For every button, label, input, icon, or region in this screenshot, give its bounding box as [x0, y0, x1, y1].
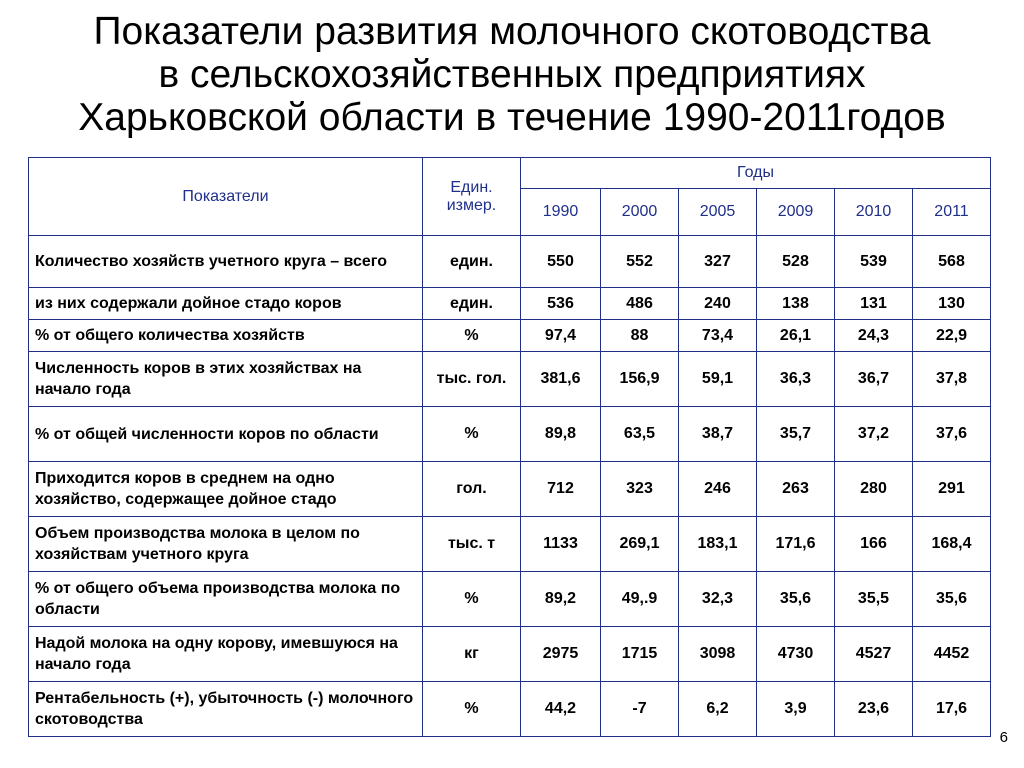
row-value: 36,7: [835, 352, 913, 407]
page-number: 6: [999, 729, 1008, 746]
row-label: % от общего количества хозяйств: [29, 320, 423, 352]
title-line-3: Харьковской области в течение 1990-2011годов: [78, 96, 946, 139]
row-value: 36,3: [757, 352, 835, 407]
row-value: 280: [835, 462, 913, 517]
row-value: 44,2: [521, 682, 601, 737]
row-value: 568: [913, 236, 991, 288]
row-value: 539: [835, 236, 913, 288]
row-value: 49,.9: [601, 572, 679, 627]
row-unit: %: [423, 572, 521, 627]
header-years: Годы: [521, 158, 991, 189]
year-header: 1990: [521, 189, 601, 236]
row-value: 38,7: [679, 407, 757, 462]
title-line-2: в сельскохозяйственных предприятиях: [158, 53, 866, 96]
row-value: 381,6: [521, 352, 601, 407]
row-value: 131: [835, 288, 913, 320]
row-unit: %: [423, 320, 521, 352]
row-value: 24,3: [835, 320, 913, 352]
table-row: [29, 320, 991, 352]
row-value: 35,5: [835, 572, 913, 627]
row-value: 536: [521, 288, 601, 320]
row-value: 291: [913, 462, 991, 517]
table-row: [29, 352, 991, 407]
table-row: [29, 236, 991, 288]
row-value: 73,4: [679, 320, 757, 352]
row-value: 1133: [521, 517, 601, 572]
table-row: [29, 462, 991, 517]
row-value: 183,1: [679, 517, 757, 572]
year-header: 2011: [913, 189, 991, 236]
row-label: из них содержали дойное стадо коров: [29, 288, 423, 320]
header-unit: [423, 158, 521, 236]
row-value: 327: [679, 236, 757, 288]
row-value: 26,1: [757, 320, 835, 352]
row-value: 63,5: [601, 407, 679, 462]
row-label: % от общей численности коров по области: [29, 407, 423, 462]
title-line-1: Показатели развития молочного скотоводства: [93, 10, 931, 53]
row-value: 168,4: [913, 517, 991, 572]
row-value: 88: [601, 320, 679, 352]
row-value: 552: [601, 236, 679, 288]
row-unit: тыс. т: [423, 517, 521, 572]
row-value: 37,8: [913, 352, 991, 407]
row-value: 166: [835, 517, 913, 572]
row-value: 240: [679, 288, 757, 320]
row-value: 89,8: [521, 407, 601, 462]
header-indicators: Показатели: [29, 158, 423, 236]
row-label: % от общего объема производства молока по области: [29, 572, 423, 627]
table-body: [29, 236, 991, 737]
row-label: Численность коров в этих хозяйствах на начало года: [29, 352, 423, 407]
row-value: 4730: [757, 627, 835, 682]
row-value: 550: [521, 236, 601, 288]
year-header: 2010: [835, 189, 913, 236]
row-value: 486: [601, 288, 679, 320]
row-value: 138: [757, 288, 835, 320]
row-value: 89,2: [521, 572, 601, 627]
header-unit-line1: Един.: [450, 178, 493, 196]
row-value: 23,6: [835, 682, 913, 737]
row-value: 32,3: [679, 572, 757, 627]
header-unit-line2: измер.: [446, 196, 497, 214]
row-value: -7: [601, 682, 679, 737]
row-value: 263: [757, 462, 835, 517]
row-value: 17,6: [913, 682, 991, 737]
row-label: Объем производства молока в целом по хозяйствам учетного круга: [29, 517, 423, 572]
table-row: [29, 572, 991, 627]
row-value: 37,6: [913, 407, 991, 462]
row-unit: %: [423, 407, 521, 462]
row-value: 269,1: [601, 517, 679, 572]
row-label: Приходится коров в среднем на одно хозяйство, содержащее дойное стадо: [29, 462, 423, 517]
row-value: 59,1: [679, 352, 757, 407]
row-unit: гол.: [423, 462, 521, 517]
table-row: [29, 627, 991, 682]
row-value: 156,9: [601, 352, 679, 407]
row-label: Количество хозяйств учетного круга – всего: [29, 236, 423, 288]
row-value: 35,6: [913, 572, 991, 627]
table-row: [29, 407, 991, 462]
row-value: 37,2: [835, 407, 913, 462]
row-value: 35,7: [757, 407, 835, 462]
row-value: 22,9: [913, 320, 991, 352]
row-value: 712: [521, 462, 601, 517]
row-value: 323: [601, 462, 679, 517]
indicators-table: [28, 157, 991, 737]
row-label: Надой молока на одну корову, имевшуюся на начало года: [29, 627, 423, 682]
row-value: 2975: [521, 627, 601, 682]
row-value: 3098: [679, 627, 757, 682]
table-row: [29, 288, 991, 320]
year-header: 2005: [679, 189, 757, 236]
row-value: 528: [757, 236, 835, 288]
row-unit: един.: [423, 236, 521, 288]
row-value: 246: [679, 462, 757, 517]
year-header: 2000: [601, 189, 679, 236]
row-value: 1715: [601, 627, 679, 682]
slide-title: [0, 10, 1024, 139]
row-value: 4527: [835, 627, 913, 682]
row-label: Рентабельность (+), убыточность (-) молочного скотоводства: [29, 682, 423, 737]
row-unit: един.: [423, 288, 521, 320]
row-value: 97,4: [521, 320, 601, 352]
row-value: 171,6: [757, 517, 835, 572]
row-value: 3,9: [757, 682, 835, 737]
row-unit: %: [423, 682, 521, 737]
row-value: 6,2: [679, 682, 757, 737]
year-header: 2009: [757, 189, 835, 236]
row-value: 35,6: [757, 572, 835, 627]
row-value: 130: [913, 288, 991, 320]
row-unit: тыс. гол.: [423, 352, 521, 407]
row-value: 4452: [913, 627, 991, 682]
table-row: [29, 682, 991, 737]
table-row: [29, 517, 991, 572]
row-unit: кг: [423, 627, 521, 682]
